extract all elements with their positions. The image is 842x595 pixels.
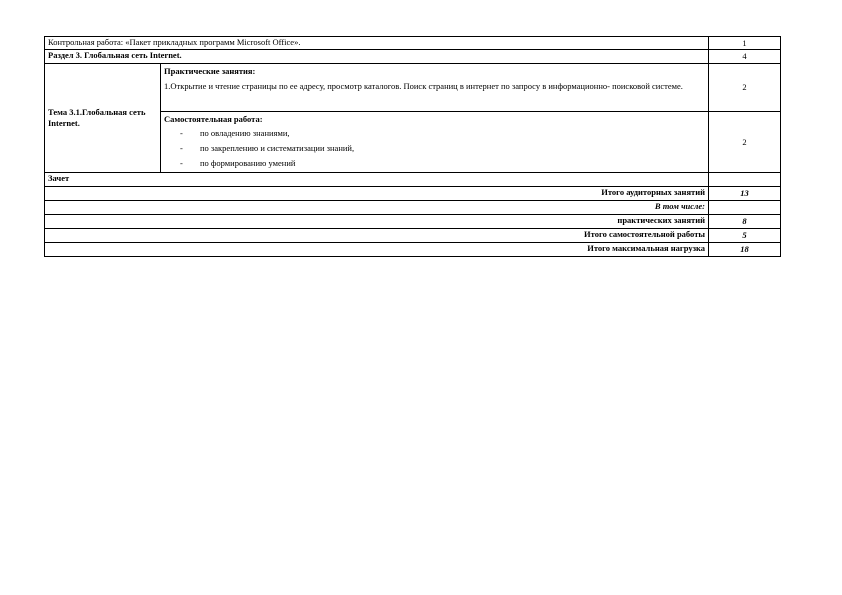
dash-mark: -	[180, 158, 183, 168]
total-value: 5	[709, 229, 781, 243]
practical-row	[45, 64, 781, 112]
control-work-row	[45, 37, 781, 50]
total-label: Итого самостоятельной работы	[45, 229, 709, 243]
total-label: В том числе:	[45, 201, 709, 215]
credit-hours	[709, 173, 781, 187]
total-label: Итого максимальная нагрузка	[45, 243, 709, 257]
credit-label: Зачет	[45, 173, 709, 187]
total-label: Итого аудиторных занятий	[45, 187, 709, 201]
practical-hours: 2	[709, 64, 781, 112]
control-work-text: Контрольная работа: «Пакет прикладных программ Microsoft Office».	[45, 37, 709, 50]
self-work-hours: 2	[709, 112, 781, 173]
total-value: 8	[709, 215, 781, 229]
total-row-max	[45, 243, 781, 257]
curriculum-table	[44, 36, 781, 257]
self-work-list	[164, 126, 705, 171]
dash-mark: -	[180, 143, 183, 153]
total-value	[709, 201, 781, 215]
self-work-item: - по закреплению и систематизации знаний,	[164, 141, 705, 156]
self-work-item: - по формированию умений	[164, 156, 705, 171]
total-row-practical	[45, 215, 781, 229]
practical-heading: Практические занятия:	[164, 66, 256, 76]
credit-row	[45, 173, 781, 187]
section-title: Раздел 3. Глобальная сеть Internet.	[45, 50, 709, 64]
total-row-self	[45, 229, 781, 243]
control-work-hours: 1	[709, 37, 781, 50]
practical-text: 1.Открытие и чтение страницы по ее адресу, просмотр каталогов. Поиск страниц в интернет по запросу в информационно- поисковой системе.	[164, 81, 683, 91]
self-work-heading: Самостоятельная работа:	[164, 114, 263, 124]
dash-mark: -	[180, 128, 183, 138]
section-row	[45, 50, 781, 64]
total-label: практических занятий	[45, 215, 709, 229]
total-value: 18	[709, 243, 781, 257]
practical-cell	[161, 64, 709, 112]
self-work-cell	[161, 112, 709, 173]
section-hours: 4	[709, 50, 781, 64]
total-value: 13	[709, 187, 781, 201]
total-row-including	[45, 201, 781, 215]
total-row-auditory	[45, 187, 781, 201]
topic-name: Тема 3.1.Глобальная сеть Internet.	[45, 64, 161, 173]
self-work-item: - по овладению знаниями,	[164, 126, 705, 141]
